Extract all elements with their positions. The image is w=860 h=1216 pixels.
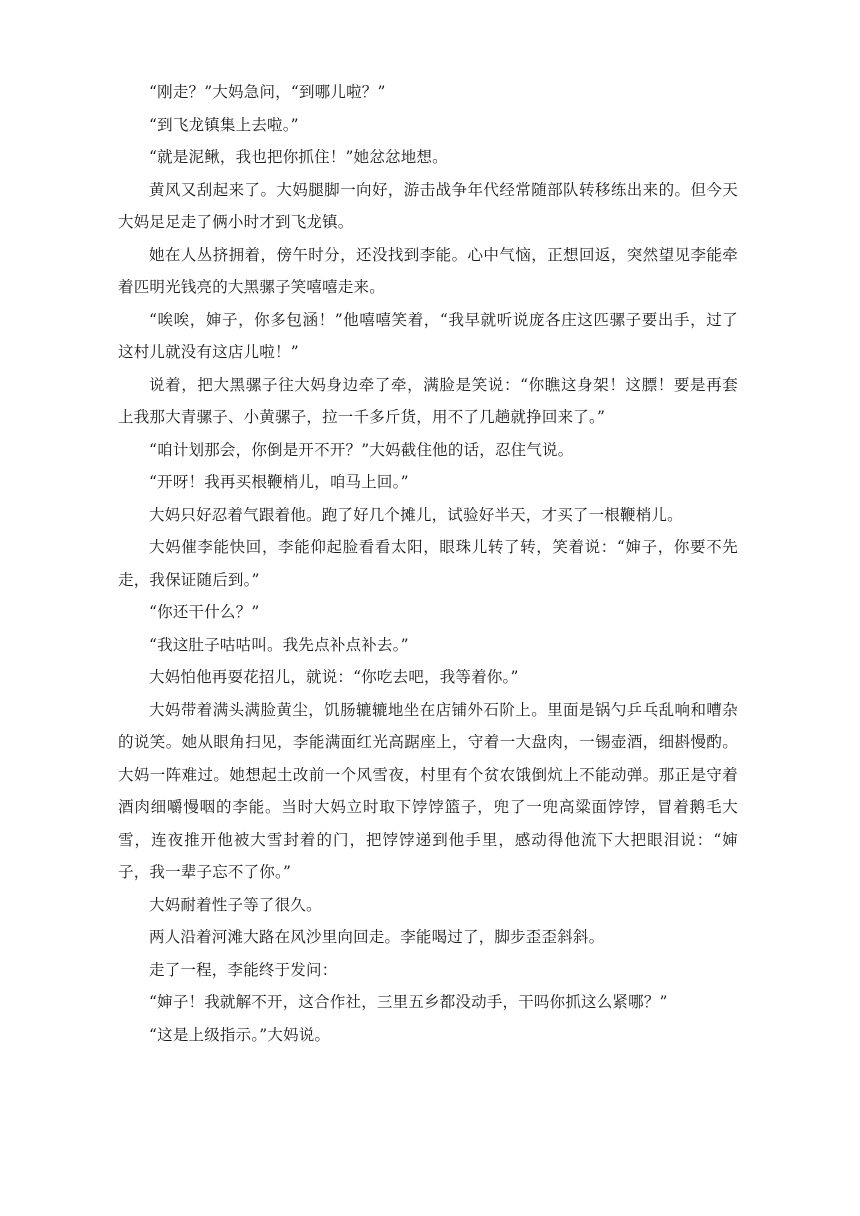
paragraph: 大妈只好忍着气跟着他。跑了好几个摊儿，试验好半天，才买了一根鞭梢儿。 <box>149 505 683 524</box>
paragraph: “就是泥鳅，我也把你抓住！”她忿忿地想。 <box>149 148 448 166</box>
paragraph: 走了一程，李能终于发问： <box>149 960 338 979</box>
paragraph: 她在人丛挤拥着，傍午时分，还没找到李能。心中气恼，正想回返，突然望见李能牵着匹明光钱亮的大黑骡子笑嘻嘻走来。 <box>118 245 738 296</box>
paragraph: 大妈怕他再耍花招儿，就说：“你吃去吧，我等着你。” <box>149 668 519 686</box>
paragraph: 大妈耐着性子等了很久。 <box>149 895 322 914</box>
paragraph: “到飞龙镇集上去啦。” <box>149 115 299 134</box>
paragraph: 说着，把大黑骡子往大妈身边牵了牵，满脸是笑说：“你瞧这身架！这膘！要是再套上我那大青骡子、小黄骡子，拉一千多斤货，用不了几趟就挣回来了。” <box>118 375 738 426</box>
paragraph: “这是上级指示。”大妈说。 <box>149 1025 331 1044</box>
paragraph: “唉唉，婶子，你多包涵！”他嘻嘻笑着，“我早就听说庞各庄这匹骡子要出手，过了这村儿就没有这店儿啦！” <box>118 310 738 361</box>
story-text <box>118 76 738 1051</box>
paragraph: “你还干什么？” <box>149 603 260 621</box>
paragraph: 大妈催李能快回，李能仰起脸看看太阳，眼珠儿转了转，笑着说：“婶子，你要不先走，我保证随后到。” <box>118 538 738 589</box>
paragraph: “开呀！我再买根鞭梢儿，咱马上回。” <box>149 473 409 491</box>
paragraph: “婶子！我就解不开，这合作社，三里五乡都没动手，干吗你抓这么紧哪？” <box>149 993 668 1011</box>
paragraph: 大妈带着满头满脸黄尘，饥肠辘辘地坐在店铺外石阶上。里面是锅勺乒乓乱响和嘈杂的说笑。她从眼角扫见，李能满面红光高踞座上，守着一大盘肉，一锡壶酒，细斟慢酌。大妈一阵难过。她想起土改前一个风雪夜，村里有个贫农饿倒炕上不能动弹。那正是守着酒肉细嚼慢咽的李能。当时大妈立时取下饽饽篮子，兜了一兜高粱面饽饽，冒着鹅毛大雪，连夜推开他被大雪封着的门，把饽饽递到他手里，感动得他流下大把眼泪说：“婶子，我一辈子忘不了你。” <box>118 700 738 881</box>
paragraph: “咱计划那会，你倒是开不开？”大妈截住他的话，忍住气说。 <box>149 440 574 459</box>
paragraph: 两人沿着河滩大路在风沙里向回走。李能喝过了，脚步歪歪斜斜。 <box>149 928 605 946</box>
paragraph: “刚走？”大妈急问，“到哪儿啦？” <box>149 83 386 101</box>
paragraph: “我这肚子咕咕叫。我先点补点补去。” <box>149 635 409 654</box>
paragraph: 黄风又刮起来了。大妈腿脚一向好，游击战争年代经常随部队转移练出来的。但今天大妈足足走了俩小时才到飞龙镇。 <box>118 180 738 231</box>
